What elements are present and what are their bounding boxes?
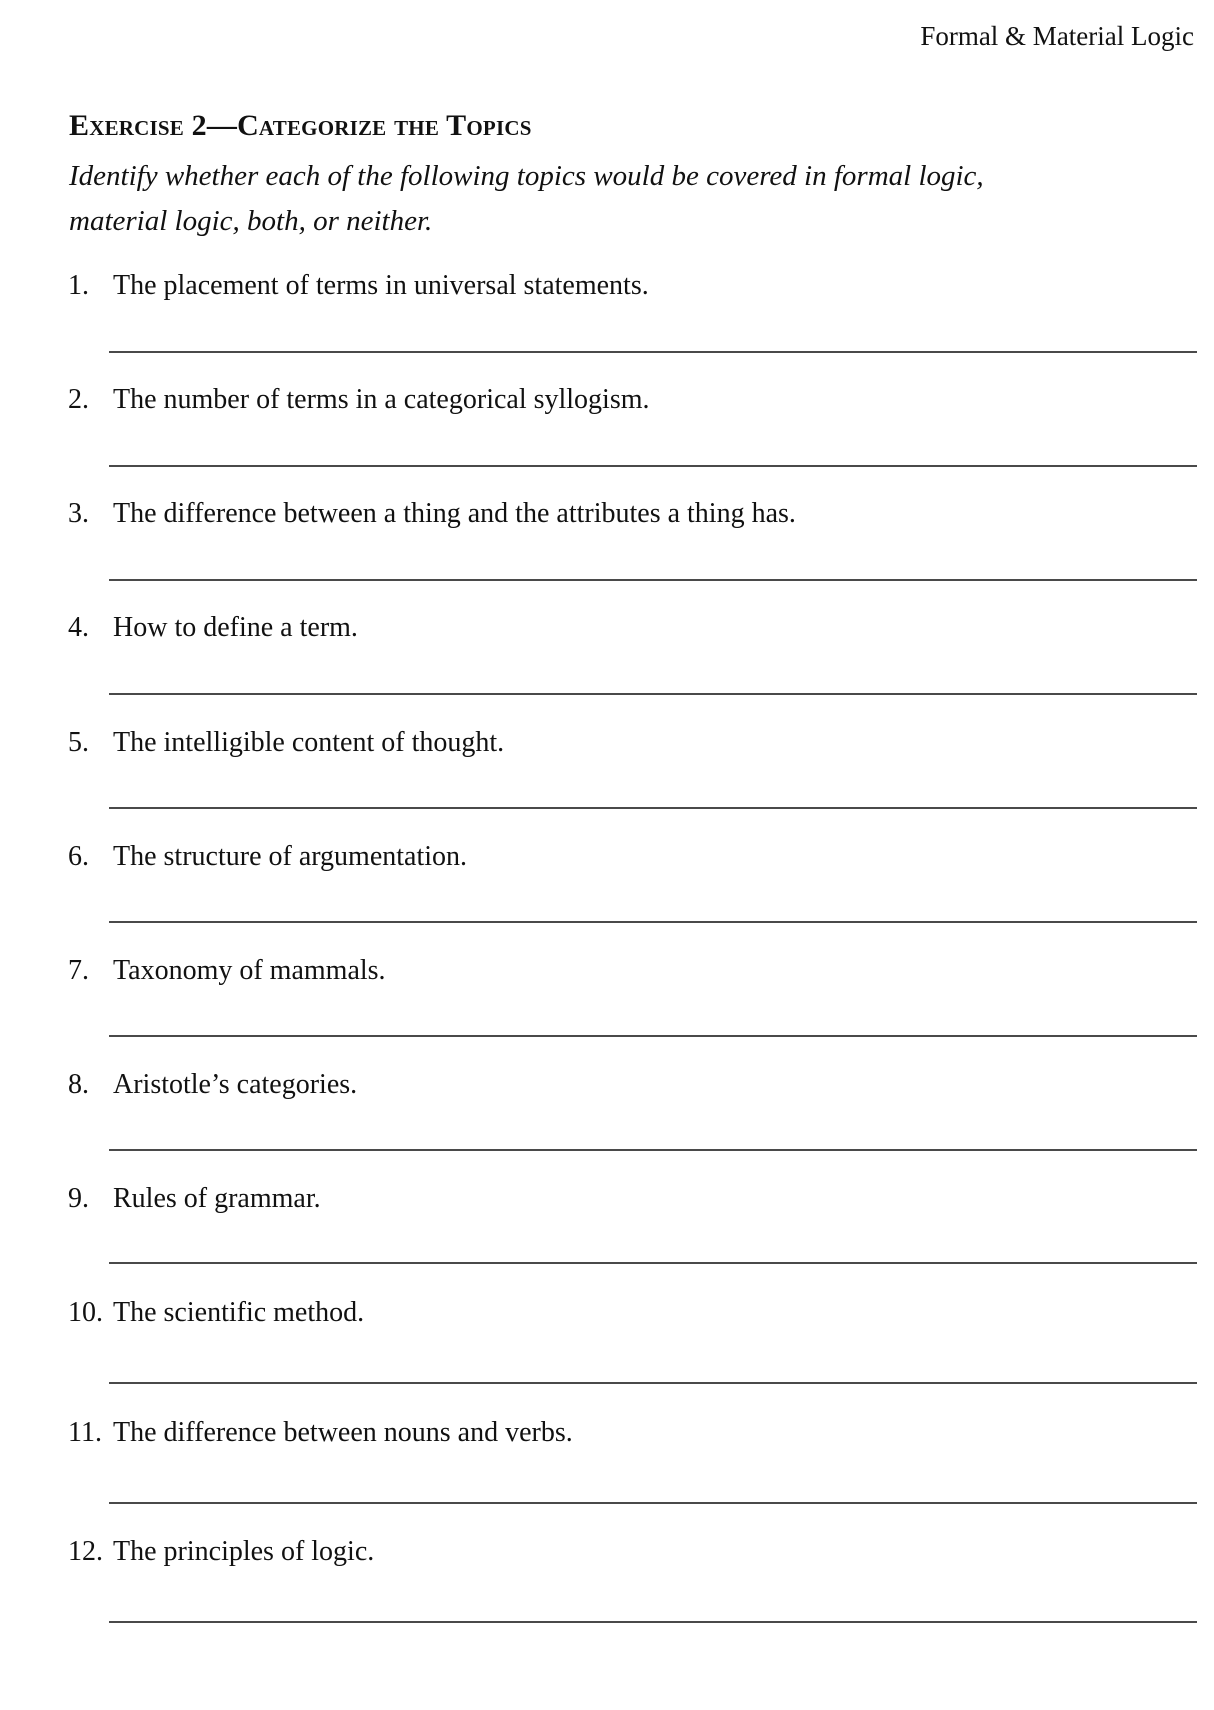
question-text: The intelligible content of thought. (113, 727, 505, 758)
answer-line[interactable] (109, 465, 1197, 467)
question-item (68, 498, 1198, 538)
answer-line[interactable] (109, 1149, 1197, 1151)
answer-line[interactable] (109, 807, 1197, 809)
question-text: How to define a term. (113, 612, 358, 643)
exercise-title: Exercise 2—Categorize the Topics (69, 109, 532, 142)
question-item (68, 612, 1198, 652)
answer-line[interactable] (109, 351, 1197, 353)
question-number: 5. (68, 727, 89, 758)
question-text: The scientific method. (113, 1297, 365, 1328)
question-number: 2. (68, 384, 89, 415)
question-text: The difference between nouns and verbs. (113, 1417, 573, 1448)
answer-line[interactable] (109, 1621, 1197, 1623)
question-number: 3. (68, 498, 89, 529)
answer-line[interactable] (109, 1035, 1197, 1037)
question-number: 10. (68, 1297, 103, 1328)
instructions-line-1: Identify whether each of the following topics would be covered in formal logic, (69, 160, 984, 192)
question-item (68, 1297, 1198, 1337)
question-item (68, 841, 1198, 881)
question-text: The structure of argumentation. (113, 841, 468, 872)
running-header: Formal & Material Logic (920, 21, 1194, 51)
question-text: Aristotle’s categories. (113, 1069, 358, 1100)
question-item (68, 384, 1198, 424)
answer-line[interactable] (109, 1382, 1197, 1384)
answer-line[interactable] (109, 693, 1197, 695)
question-item (68, 1536, 1198, 1576)
question-number: 7. (68, 955, 89, 986)
answer-line[interactable] (109, 1502, 1197, 1504)
question-number: 12. (68, 1536, 103, 1567)
question-number: 4. (68, 612, 89, 643)
question-item (68, 270, 1198, 310)
question-item (68, 1183, 1198, 1223)
question-item (68, 955, 1198, 995)
question-text: The number of terms in a categorical syllogism. (113, 384, 650, 415)
question-text: The difference between a thing and the attributes a thing has. (113, 498, 796, 529)
question-number: 1. (68, 270, 89, 301)
question-number: 8. (68, 1069, 89, 1100)
instructions (69, 154, 1169, 244)
instructions-line-2: material logic, both, or neither. (69, 205, 433, 237)
answer-line[interactable] (109, 579, 1197, 581)
question-item (68, 1417, 1198, 1457)
question-number: 6. (68, 841, 89, 872)
question-item (68, 727, 1198, 767)
question-item (68, 1069, 1198, 1109)
answer-line[interactable] (109, 921, 1197, 923)
question-number: 11. (68, 1417, 102, 1448)
question-text: Taxonomy of mammals. (113, 955, 386, 986)
answer-line[interactable] (109, 1262, 1197, 1264)
question-text: The principles of logic. (113, 1536, 375, 1567)
question-text: Rules of grammar. (113, 1183, 321, 1214)
question-text: The placement of terms in universal statements. (113, 270, 649, 301)
question-number: 9. (68, 1183, 89, 1214)
